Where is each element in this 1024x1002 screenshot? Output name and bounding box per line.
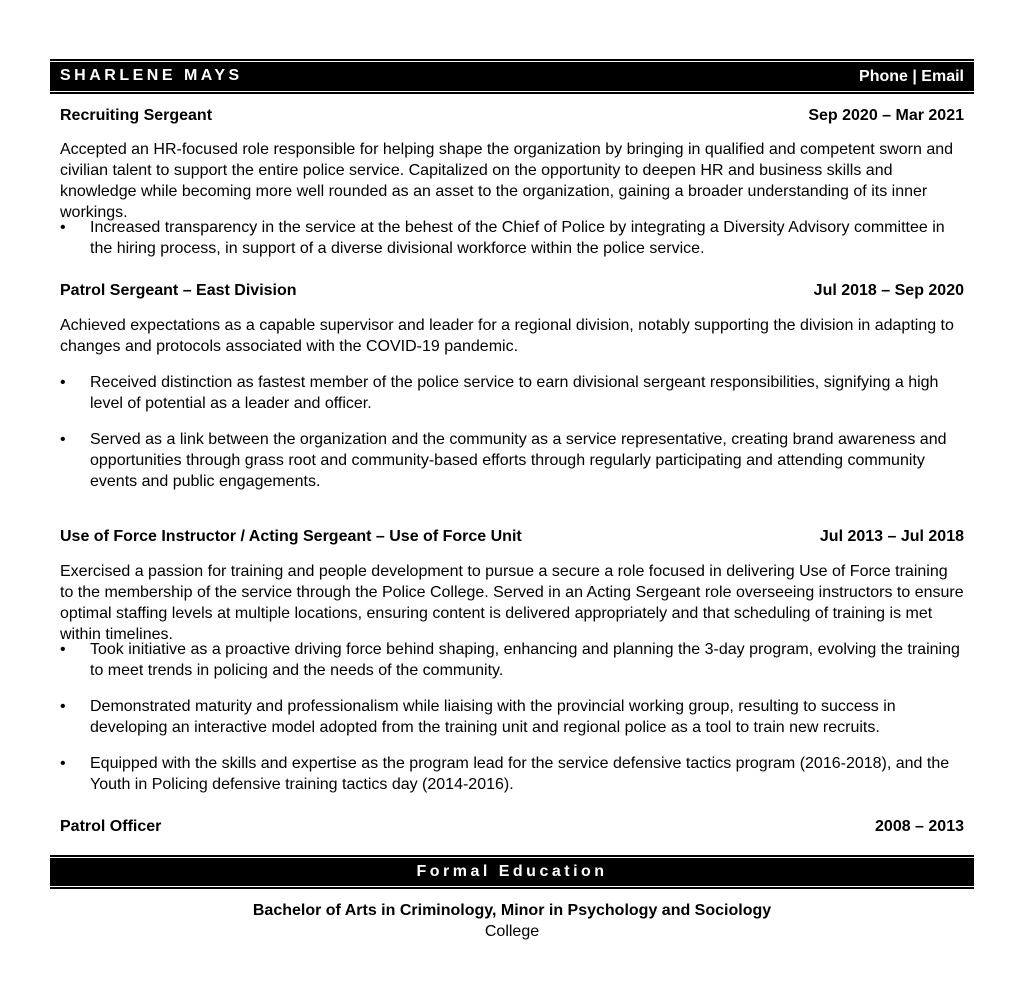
bullet-icon: • [60,698,66,715]
job-title: Patrol Sergeant – East Division [60,282,297,299]
bullet-text: Equipped with the skills and expertise as the program lead for the service defensive tactics program (2016-2018), and the Youth in Policing defensive training tactics day (2014-2016). [90,755,950,793]
candidate-name: SHARLENE MAYS [60,67,243,84]
job-summary: Exercised a passion for training and people development to pursue a secure a role focused in delivering Use of Force training to the membership of the service through the Police College. Served in an Acting Sergeant role overseeing instructors to ensure optimal staffing levels at multiple locations, ensuring content is delivered appropriately and that scheduling of training is met within timelines. [60,563,964,643]
job-bullet [60,696,964,738]
job-title: Use of Force Instructor / Acting Sergeant – Use of Force Unit [60,528,522,545]
bullet-text: Received distinction as fastest member of the police service to earn divisional sergeant responsibilities, signifying a high level of potential as a leader and officer. [90,374,939,412]
job-title: Recruiting Sergeant [60,107,213,124]
bullet-icon: • [60,755,66,772]
bullet-text: Increased transparency in the service at the behest of the Chief of Police by integrating a Diversity Advisory committee in the hiring process, in support of a diverse divisional workforce within the police service. [90,219,945,257]
job-summary: Accepted an HR-focused role responsible for helping shape the organization by bringing in qualified and competent sworn and civilian talent to support the entire police service. Capitalized on the opportunity to deepen HR and business skills and knowledge while becoming more well rounded as an asset to the organization, gaining a broader understanding of its inner workings. [60,141,954,221]
job-dates: Jul 2018 – Sep 2020 [813,282,964,299]
bullet-text: Demonstrated maturity and professionalism while liaising with the provincial working group, resulting to success in developing an interactive model adopted from the training unit and regional police as a tool to train new recruits. [90,698,896,736]
job-summary: Achieved expectations as a capable supervisor and leader for a regional division, notably supporting the division in adapting to changes and protocols associated with the COVID-19 pandemic. [60,317,954,355]
job-dates: 2008 – 2013 [875,818,964,835]
education-section-bar [50,855,974,889]
job-bullet [60,217,964,259]
section-title: Formal Education [416,863,608,880]
bullet-icon: • [60,219,66,236]
bullet-icon: • [60,641,66,658]
education-school: College [484,923,540,940]
contact-info: Phone | Email [859,68,964,85]
job-bullet [60,372,964,414]
bullet-text: Took initiative as a proactive driving force behind shaping, enhancing and planning the 3-day program, evolving the training to meet trends in policing and the needs of the community. [90,641,960,679]
job-bullet [60,429,964,492]
bullet-icon: • [60,374,66,391]
job-bullet [60,753,964,795]
job-dates: Sep 2020 – Mar 2021 [808,107,964,124]
job-bullet [60,639,964,681]
job-dates: Jul 2013 – Jul 2018 [819,528,964,545]
bullet-text: Served as a link between the organization and the community as a service representative, creating brand awareness and opportunities through grass root and community-based efforts through regularly participating and attending community events and public engagements. [90,431,947,490]
bullet-icon: • [60,431,66,448]
job-title: Patrol Officer [60,818,162,835]
header-bar [50,59,974,94]
education-degree: Bachelor of Arts in Criminology, Minor in Psychology and Sociology [252,902,772,919]
